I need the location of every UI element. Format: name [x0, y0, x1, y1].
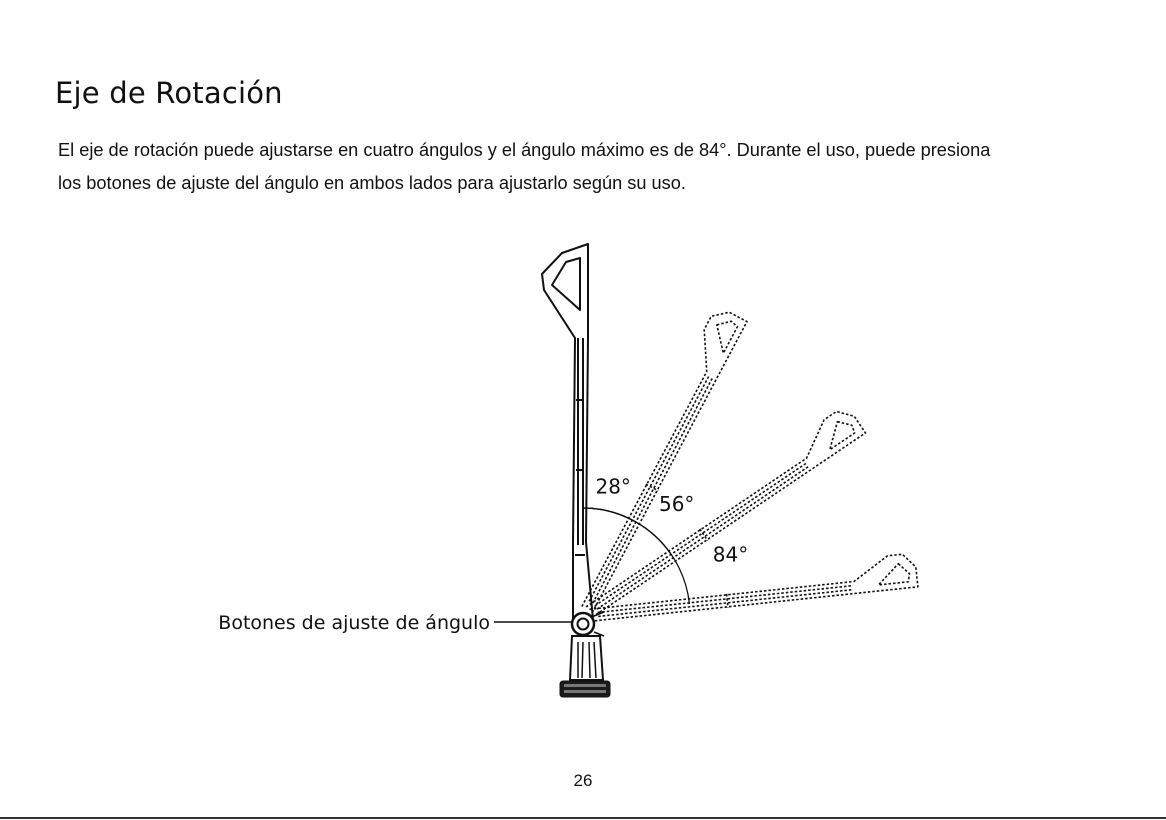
angle-arcs — [583, 508, 689, 604]
page-title: Eje de Rotación — [55, 76, 283, 110]
angle-arc-28 — [583, 508, 633, 521]
paragraph-line-1: El eje de rotación puede ajustarse en cuatro ángulos y el ángulo máximo es de 84°. Durante el uso, puede presiona — [58, 140, 991, 160]
upright-handle — [542, 244, 593, 620]
callout-label: Botones de ajuste de ángulo — [218, 612, 490, 634]
angle-label-84: 84° — [712, 542, 749, 567]
ghost-handle-28 — [562, 306, 747, 613]
angle-label-56: 56° — [658, 492, 695, 516]
bottom-rule — [0, 817, 1166, 819]
page-number: 26 — [573, 771, 593, 790]
angle-labels — [595, 475, 748, 567]
angle-arc-84 — [583, 508, 689, 604]
base-assembly — [560, 636, 610, 697]
paragraph-line-2: los botones de ajuste del ángulo en ambos lados para ajustarlo según su uso. — [58, 173, 686, 193]
ghost-handles — [562, 306, 918, 623]
angle-label-28: 28° — [595, 474, 631, 499]
ghost-handle-56 — [574, 405, 866, 618]
ghost-handle-84 — [587, 553, 918, 622]
